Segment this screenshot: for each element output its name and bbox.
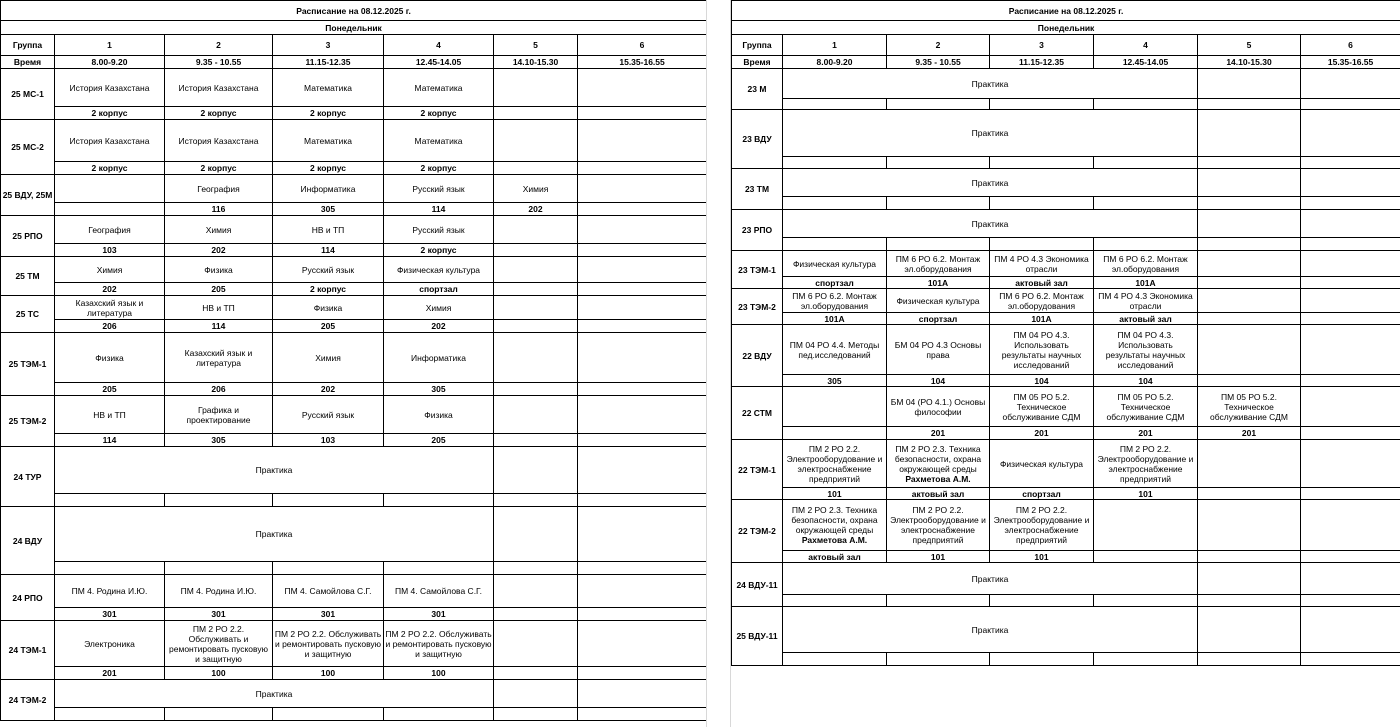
practice-cell: Практика	[783, 563, 1198, 595]
room-cell: 305	[384, 383, 494, 396]
subject-cell	[1198, 325, 1301, 375]
subject-cell	[1198, 440, 1301, 488]
subject-cell: ПМ 05 РО 5.2. Техническое обслуживание СДМ	[990, 387, 1094, 427]
subject-cell: Математика	[384, 120, 494, 162]
room-cell: актовый зал	[990, 277, 1094, 289]
group-name: 25 МС-1	[1, 69, 55, 120]
subject-cell	[494, 296, 578, 320]
group-name: 24 РПО	[1, 575, 55, 621]
room-cell: 206	[55, 320, 165, 333]
subject-cell: Физическая культура	[887, 289, 990, 313]
room-cell: 202	[165, 244, 273, 257]
room-cell: актовый зал	[1094, 313, 1198, 325]
room-cell: 205	[55, 383, 165, 396]
schedule-title: Расписание на 08.12.2025 г.	[1, 1, 707, 21]
teacher-name: Рахметова А.М.	[905, 473, 971, 484]
subject-cell: ПМ 2 РО 2.2. Электрооборудование и электроснабжение предприятий	[783, 440, 887, 488]
room-cell: 305	[165, 434, 273, 447]
subject-cell	[494, 575, 578, 608]
group-name: 22 ТЭМ-2	[732, 500, 783, 563]
group-name: 23 ТЭМ-1	[732, 251, 783, 289]
subject-cell	[494, 333, 578, 383]
room-cell: 305	[783, 375, 887, 387]
subject-cell: Физическая культура	[384, 257, 494, 283]
room-cell: актовый зал	[783, 551, 887, 563]
schedule-title: Расписание на 08.12.2025 г.	[732, 1, 1400, 21]
subject-cell	[1301, 289, 1400, 313]
room-cell	[578, 283, 707, 296]
practice-cell: Практика	[55, 507, 494, 562]
subject-cell: ПМ 4. Самойлова С.Г.	[273, 575, 384, 608]
pair-number: 1	[783, 35, 887, 56]
room-cell: 205	[165, 283, 273, 296]
subject-cell: Химия	[494, 175, 578, 203]
subject-cell: БМ 04 РО 4.3 Основы права	[887, 325, 990, 375]
practice-cell: Практика	[783, 110, 1198, 157]
subject-text: ПМ 2 РО 2.3. Техника безопасности, охрана окружающей среды	[791, 505, 878, 535]
subject-cell	[55, 175, 165, 203]
subject-cell	[783, 500, 887, 551]
subject-cell	[1198, 289, 1301, 313]
subject-cell: Электроника	[55, 621, 165, 667]
practice-cell: Практика	[55, 447, 494, 494]
room-cell	[494, 283, 578, 296]
subject-cell: ПМ 4 РО 4.3 Экономика отрасли	[990, 251, 1094, 277]
subject-cell: Математика	[273, 120, 384, 162]
subject-cell: Физическая культура	[990, 440, 1094, 488]
room-cell: 206	[165, 383, 273, 396]
room-cell	[494, 608, 578, 621]
subject-cell: ПМ 4 РО 4.3 Экономика отрасли	[1094, 289, 1198, 313]
subject-cell: ПМ 05 РО 5.2. Техническое обслуживание СДМ	[1198, 387, 1301, 427]
room-cell: 2 корпус	[273, 162, 384, 175]
group-name: 23 РПО	[732, 210, 783, 251]
time-header: Время	[1, 56, 55, 69]
room-cell: 301	[55, 608, 165, 621]
subject-cell	[494, 396, 578, 434]
room-cell: 100	[384, 667, 494, 680]
subject-cell: НВ и ТП	[273, 216, 384, 244]
subject-cell: Казахский язык и литература	[55, 296, 165, 320]
room-cell	[494, 320, 578, 333]
subject-cell	[1198, 251, 1301, 277]
subject-cell	[1301, 387, 1400, 427]
subject-cell: Физика	[165, 257, 273, 283]
group-name: 25 МС-2	[1, 120, 55, 175]
room-cell: 2 корпус	[165, 107, 273, 120]
group-name: 24 ВДУ-11	[732, 563, 783, 607]
room-cell: 2 корпус	[165, 162, 273, 175]
subject-cell: ПМ 4. Родина И.Ю.	[55, 575, 165, 608]
subject-cell	[887, 440, 990, 488]
room-cell	[1301, 277, 1400, 289]
room-cell	[1301, 375, 1400, 387]
pair-number: 6	[578, 35, 707, 56]
group-header: Группа	[1, 35, 55, 56]
subject-cell	[494, 216, 578, 244]
room-cell: 114	[273, 244, 384, 257]
practice-cell: Практика	[783, 69, 1198, 99]
day-name: Понедельник	[732, 21, 1400, 35]
subject-cell: ПМ 2 РО 2.2. Обслуживать и ремонтировать пусковую и защитную	[165, 621, 273, 667]
subject-cell: ПМ 4. Родина И.Ю.	[165, 575, 273, 608]
subject-cell: Математика	[384, 69, 494, 107]
subject-cell: Физика	[55, 333, 165, 383]
pair-time: 14.10-15.30	[1198, 56, 1301, 69]
group-name: 25 ВДУ, 25М	[1, 175, 55, 216]
subject-cell	[578, 216, 707, 244]
room-cell: 205	[384, 434, 494, 447]
room-cell	[578, 320, 707, 333]
subject-cell: Графика и проектирование	[165, 396, 273, 434]
pair-number: 3	[990, 35, 1094, 56]
room-cell: 202	[273, 383, 384, 396]
room-cell	[494, 107, 578, 120]
subject-cell: НВ и ТП	[55, 396, 165, 434]
room-cell: 116	[165, 203, 273, 216]
room-cell: спортзал	[783, 277, 887, 289]
subject-cell	[578, 296, 707, 320]
room-cell: 104	[990, 375, 1094, 387]
schedule-sheet-right	[731, 0, 1400, 666]
pair-time: 15.35-16.55	[578, 56, 707, 69]
subject-cell	[1198, 500, 1301, 551]
pair-number: 2	[165, 35, 273, 56]
subject-cell: Химия	[273, 333, 384, 383]
room-cell: 101	[990, 551, 1094, 563]
room-cell: 114	[384, 203, 494, 216]
room-cell: 101А	[887, 277, 990, 289]
group-name: 24 ТЭМ-2	[1, 680, 55, 721]
room-cell	[1301, 313, 1400, 325]
room-cell: 201	[887, 427, 990, 440]
group-name: 22 СТМ	[732, 387, 783, 440]
subject-cell: Физическая культура	[783, 251, 887, 277]
subject-cell: Русский язык	[273, 257, 384, 283]
room-cell: 2 корпус	[273, 283, 384, 296]
subject-cell: Русский язык	[384, 216, 494, 244]
pair-number: 6	[1301, 35, 1400, 56]
pair-time: 8.00-9.20	[55, 56, 165, 69]
pair-time: 11.15-12.35	[990, 56, 1094, 69]
room-cell	[1198, 375, 1301, 387]
room-cell: 114	[55, 434, 165, 447]
room-cell: 201	[1198, 427, 1301, 440]
room-cell: 202	[55, 283, 165, 296]
subject-cell: ПМ 4. Самойлова С.Г.	[384, 575, 494, 608]
room-cell	[1198, 488, 1301, 500]
room-cell	[1198, 313, 1301, 325]
room-cell: 103	[273, 434, 384, 447]
subject-cell: Информатика	[384, 333, 494, 383]
subject-cell	[1094, 500, 1198, 551]
subject-cell: ПМ 04 РО 4.3. Использовать результаты научных исследований	[1094, 325, 1198, 375]
subject-cell: География	[55, 216, 165, 244]
group-name: 22 ТЭМ-1	[732, 440, 783, 500]
group-name: 23 ТМ	[732, 169, 783, 210]
room-cell	[1198, 551, 1301, 563]
subject-cell: Русский язык	[384, 175, 494, 203]
subject-cell	[494, 621, 578, 667]
subject-cell: Информатика	[273, 175, 384, 203]
subject-cell: ПМ 2 РО 2.2. Электрооборудование и электроснабжение предприятий	[887, 500, 990, 551]
room-cell: 2 корпус	[55, 107, 165, 120]
subject-cell: Физика	[273, 296, 384, 320]
room-cell: 2 корпус	[384, 244, 494, 257]
subject-cell	[578, 333, 707, 383]
room-cell: 2 корпус	[55, 162, 165, 175]
pair-number: 5	[494, 35, 578, 56]
subject-cell: Казахский язык и литература	[165, 333, 273, 383]
room-cell: 101А	[1094, 277, 1198, 289]
room-cell: 104	[1094, 375, 1198, 387]
group-name: 23 ТЭМ-2	[732, 289, 783, 325]
subject-cell	[1301, 440, 1400, 488]
practice-cell: Практика	[783, 210, 1198, 238]
room-cell: 2 корпус	[273, 107, 384, 120]
subject-cell	[783, 387, 887, 427]
subject-cell: Русский язык	[273, 396, 384, 434]
room-cell: 101А	[783, 313, 887, 325]
room-cell: спортзал	[990, 488, 1094, 500]
practice-cell: Практика	[783, 607, 1198, 653]
room-cell: 205	[273, 320, 384, 333]
day-name: Понедельник	[1, 21, 707, 35]
pair-time: 15.35-16.55	[1301, 56, 1400, 69]
pair-time: 9.35 - 10.55	[165, 56, 273, 69]
subject-cell: НВ и ТП	[165, 296, 273, 320]
room-cell	[578, 383, 707, 396]
room-cell	[783, 427, 887, 440]
subject-cell: БМ 04 (РО 4.1.) Основы философии	[887, 387, 990, 427]
room-cell: спортзал	[887, 313, 990, 325]
subject-cell: ПМ 04 РО 4.3. Использовать результаты научных исследований	[990, 325, 1094, 375]
pair-number: 1	[55, 35, 165, 56]
group-name: 24 ТУР	[1, 447, 55, 507]
room-cell	[578, 244, 707, 257]
room-cell: 301	[384, 608, 494, 621]
room-cell: 201	[1094, 427, 1198, 440]
room-cell	[494, 667, 578, 680]
room-cell: 301	[165, 608, 273, 621]
subject-cell	[494, 69, 578, 107]
subject-cell	[494, 120, 578, 162]
room-cell: 305	[273, 203, 384, 216]
subject-cell: ПМ 05 РО 5.2. Техническое обслуживание СДМ	[1094, 387, 1198, 427]
subject-cell	[1301, 325, 1400, 375]
subject-cell	[578, 396, 707, 434]
pair-number: 5	[1198, 35, 1301, 56]
room-cell: актовый зал	[887, 488, 990, 500]
room-cell	[578, 434, 707, 447]
room-cell	[578, 203, 707, 216]
pair-time: 12.45-14.05	[384, 56, 494, 69]
subject-cell	[578, 621, 707, 667]
pair-time: 9.35 - 10.55	[887, 56, 990, 69]
room-cell	[578, 162, 707, 175]
group-name: 23 ВДУ	[732, 110, 783, 169]
room-cell	[1301, 427, 1400, 440]
schedule-table-right	[731, 0, 1400, 666]
room-cell	[578, 608, 707, 621]
room-cell	[55, 203, 165, 216]
room-cell	[1301, 551, 1400, 563]
sheet-separator	[706, 0, 731, 727]
subject-cell: История Казахстана	[55, 120, 165, 162]
pair-number: 4	[1094, 35, 1198, 56]
subject-cell	[578, 257, 707, 283]
subject-cell: Математика	[273, 69, 384, 107]
practice-cell: Практика	[55, 680, 494, 708]
room-cell	[494, 162, 578, 175]
subject-cell	[578, 575, 707, 608]
subject-cell: Химия	[165, 216, 273, 244]
pair-number: 2	[887, 35, 990, 56]
room-cell: 100	[273, 667, 384, 680]
subject-cell: Химия	[55, 257, 165, 283]
room-cell: 2 корпус	[384, 162, 494, 175]
room-cell: 2 корпус	[384, 107, 494, 120]
room-cell	[1301, 488, 1400, 500]
group-name: 24 ТЭМ-1	[1, 621, 55, 680]
subject-cell	[1301, 500, 1400, 551]
room-cell: 101	[887, 551, 990, 563]
room-cell: 201	[55, 667, 165, 680]
time-header: Время	[732, 56, 783, 69]
group-name: 25 ТМ	[1, 257, 55, 296]
room-cell	[1094, 551, 1198, 563]
room-cell: 103	[55, 244, 165, 257]
group-name: 25 РПО	[1, 216, 55, 257]
subject-cell: История Казахстана	[165, 69, 273, 107]
subject-cell	[578, 120, 707, 162]
room-cell	[494, 244, 578, 257]
pair-time: 8.00-9.20	[783, 56, 887, 69]
subject-cell: ПМ 6 РО 6.2. Монтаж эл.оборудования	[990, 289, 1094, 313]
subject-cell: ПМ 6 РО 6.2. Монтаж эл.оборудования	[1094, 251, 1198, 277]
room-cell: 201	[990, 427, 1094, 440]
group-name: 25 ВДУ-11	[732, 607, 783, 666]
subject-cell: ПМ 2 РО 2.2. Обслуживать и ремонтировать пусковую и защитную	[384, 621, 494, 667]
subject-cell: ПМ 6 РО 6.2. Монтаж эл.оборудования	[887, 251, 990, 277]
subject-cell: ПМ 2 РО 2.2. Обслуживать и ремонтировать пусковую и защитную	[273, 621, 384, 667]
group-name: 25 ТС	[1, 296, 55, 333]
room-cell: 114	[165, 320, 273, 333]
room-cell	[578, 667, 707, 680]
pair-time: 11.15-12.35	[273, 56, 384, 69]
subject-cell: ПМ 6 РО 6.2. Монтаж эл.оборудования	[783, 289, 887, 313]
pair-number: 4	[384, 35, 494, 56]
room-cell: 101	[783, 488, 887, 500]
subject-cell: География	[165, 175, 273, 203]
subject-cell: Физика	[384, 396, 494, 434]
pair-number: 3	[273, 35, 384, 56]
subject-cell	[1301, 251, 1400, 277]
group-name: 23 М	[732, 69, 783, 110]
subject-cell	[578, 175, 707, 203]
room-cell	[1198, 277, 1301, 289]
teacher-name: Рахметова А.М.	[801, 535, 868, 545]
subject-cell: ПМ 04 РО 4.4. Методы пед.исследований	[783, 325, 887, 375]
room-cell: 100	[165, 667, 273, 680]
group-header: Группа	[732, 35, 783, 56]
room-cell: 101	[1094, 488, 1198, 500]
subject-text: ПМ 2 РО 2.3. Техника безопасности, охрана окружающей среды	[894, 443, 982, 474]
room-cell: 202	[494, 203, 578, 216]
group-name: 25 ТЭМ-2	[1, 396, 55, 447]
room-cell: 202	[384, 320, 494, 333]
subject-cell	[494, 257, 578, 283]
subject-cell: ПМ 2 РО 2.2. Электрооборудование и электроснабжение предприятий	[1094, 440, 1198, 488]
subject-cell	[578, 69, 707, 107]
group-name: 24 ВДУ	[1, 507, 55, 575]
group-name: 25 ТЭМ-1	[1, 333, 55, 396]
practice-cell: Практика	[783, 169, 1198, 197]
room-cell: 101А	[990, 313, 1094, 325]
room-cell	[494, 434, 578, 447]
subject-cell: История Казахстана	[55, 69, 165, 107]
subject-cell: Химия	[384, 296, 494, 320]
room-cell	[494, 383, 578, 396]
room-cell: спортзал	[384, 283, 494, 296]
room-cell: 104	[887, 375, 990, 387]
pair-time: 12.45-14.05	[1094, 56, 1198, 69]
subject-cell: ПМ 2 РО 2.2. Электрооборудование и электроснабжение предприятий	[990, 500, 1094, 551]
group-name: 22 ВДУ	[732, 325, 783, 387]
room-cell: 301	[273, 608, 384, 621]
subject-cell: История Казахстана	[165, 120, 273, 162]
room-cell	[578, 107, 707, 120]
pair-time: 14.10-15.30	[494, 56, 578, 69]
